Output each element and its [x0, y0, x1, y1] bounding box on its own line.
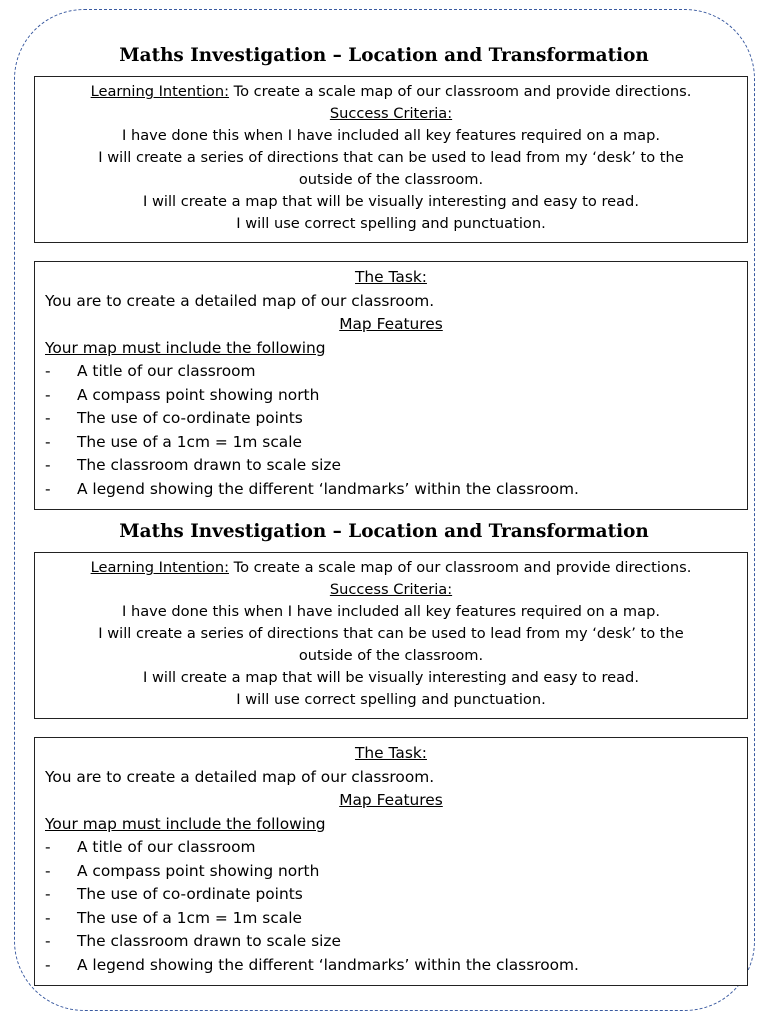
list-item: - The use of co-ordinate points — [45, 883, 747, 907]
success-criteria-line: I have done this when I have included all key features required on a map. — [122, 603, 660, 620]
must-include-heading: Your map must include the following — [45, 338, 326, 357]
task-box — [34, 261, 748, 510]
list-item: - A title of our classroom — [45, 360, 747, 384]
task-box — [34, 737, 748, 986]
list-item: - The use of a 1cm = 1m scale — [45, 907, 747, 931]
list-item: - The classroom drawn to scale size — [45, 930, 747, 954]
learning-intention-line — [35, 81, 747, 103]
map-features-heading: Map Features — [339, 315, 443, 333]
success-criteria-line: I have done this when I have included all key features required on a map. — [122, 127, 660, 144]
success-criteria-heading: Success Criteria: — [329, 105, 453, 122]
task-heading: The Task: — [355, 268, 427, 286]
task-intro: You are to create a detailed map of our classroom. — [45, 291, 435, 310]
task-intro: You are to create a detailed map of our classroom. — [45, 767, 435, 786]
success-criteria-line: I will create a series of directions that can be used to lead from my ‘desk’ to the — [98, 149, 684, 166]
learning-intention-text: To create a scale map of our classroom and provide directions. — [229, 559, 692, 576]
success-criteria-line: I will use correct spelling and punctuation. — [236, 215, 546, 232]
task-heading: The Task: — [355, 744, 427, 762]
list-item: - A compass point showing north — [45, 860, 747, 884]
learning-intention-box — [34, 552, 748, 719]
list-item: - A legend showing the different ‘landmarks’ within the classroom. — [45, 954, 747, 978]
success-criteria-line: I will use correct spelling and punctuation. — [236, 691, 546, 708]
must-include-heading: Your map must include the following — [45, 814, 326, 833]
feature-list — [35, 836, 747, 977]
learning-intention-box — [34, 76, 748, 243]
learning-intention-line — [35, 557, 747, 579]
list-item: - A title of our classroom — [45, 836, 747, 860]
success-criteria-line: outside of the classroom. — [298, 647, 484, 664]
learning-intention-label: Learning Intention: — [90, 559, 229, 576]
list-item: - The classroom drawn to scale size — [45, 454, 747, 478]
success-criteria-line: I will create a map that will be visually interesting and easy to read. — [143, 669, 639, 686]
learning-intention-label: Learning Intention: — [90, 83, 229, 100]
list-item: - A legend showing the different ‘landmarks’ within the classroom. — [45, 478, 747, 502]
sheet-title: Maths Investigation – Location and Transformation — [119, 521, 649, 542]
learning-intention-text: To create a scale map of our classroom and provide directions. — [229, 83, 692, 100]
feature-list — [35, 360, 747, 501]
list-item: - The use of a 1cm = 1m scale — [45, 431, 747, 455]
success-criteria-line: I will create a map that will be visually interesting and easy to read. — [143, 193, 639, 210]
success-criteria-heading: Success Criteria: — [329, 581, 453, 598]
map-features-heading: Map Features — [339, 791, 443, 809]
sheet-title: Maths Investigation – Location and Transformation — [119, 45, 649, 66]
list-item: - A compass point showing north — [45, 384, 747, 408]
list-item: - The use of co-ordinate points — [45, 407, 747, 431]
success-criteria-line: outside of the classroom. — [298, 171, 484, 188]
success-criteria-line: I will create a series of directions that can be used to lead from my ‘desk’ to the — [98, 625, 684, 642]
